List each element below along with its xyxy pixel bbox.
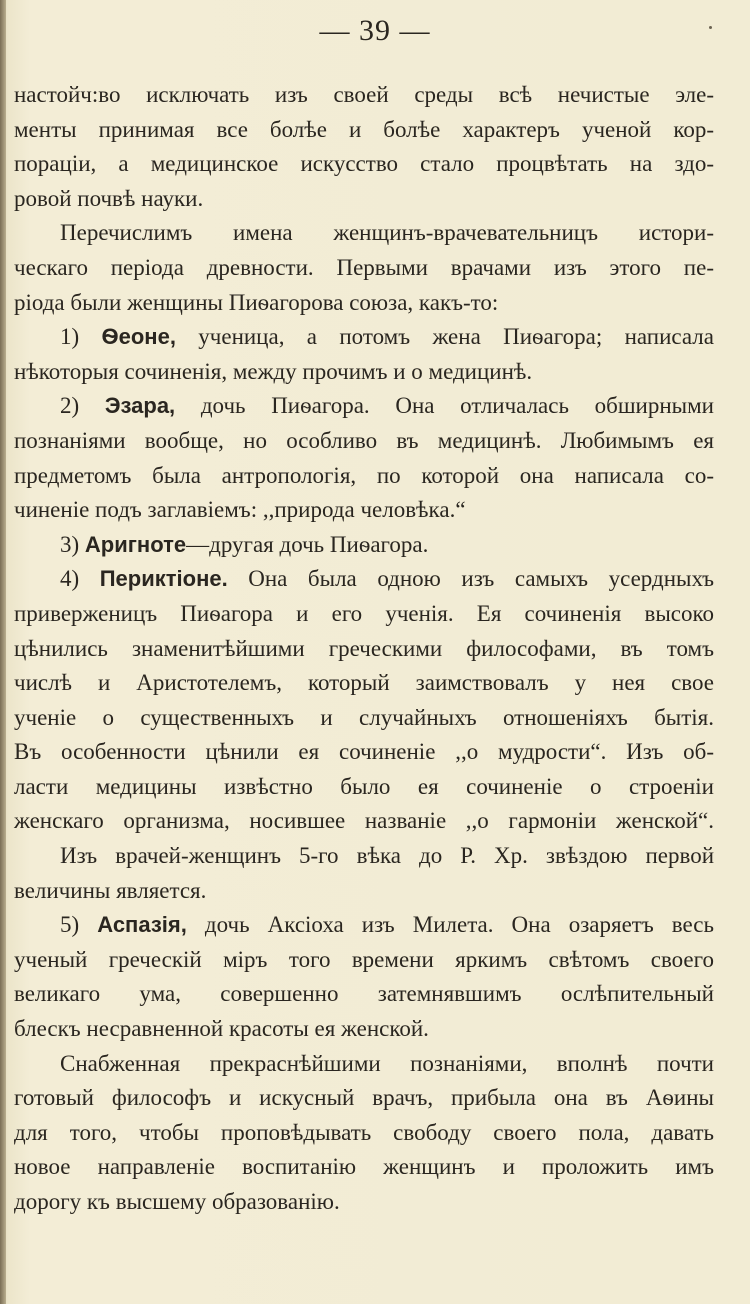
line-text: цѣнились знаменитѣйшими греческими философами, въ томъ	[14, 635, 714, 661]
text-line	[14, 320, 714, 355]
line-text: предметомъ была антропологiя, по которой она написала со-	[14, 462, 714, 488]
line-text: дочь Пиѳагора. Она отличалась обширными	[175, 393, 714, 419]
line-text: женскаго организма, носившее названiе ,,о гармонiи женской“.	[14, 808, 714, 834]
line-text: познанiями вообще, но особливо въ медицинѣ. Любимымъ ея	[14, 427, 714, 453]
list-number: 5)	[60, 912, 98, 938]
text-line	[14, 839, 714, 874]
line-text: готовый философъ и искусный врачъ, прибыла она въ Аѳины	[14, 1085, 714, 1111]
text-line	[14, 562, 714, 597]
line-text: Она была одною изъ самыхъ усердныхъ	[227, 566, 714, 592]
list-number: 1)	[60, 324, 102, 350]
text-line	[14, 1047, 714, 1082]
line-text: числѣ и Аристотелемъ, который заимствовалъ у нея свое	[14, 670, 714, 696]
line-text: приверженицъ Пиѳагора и его ученiя. Ея сочиненiя высоко	[14, 600, 714, 626]
line-text: новое направленiе воспитанiю женщинъ и проложить имъ	[14, 1154, 714, 1180]
person-name: Аспазiя,	[97, 912, 187, 938]
text-line	[14, 666, 714, 701]
text-line	[14, 597, 714, 632]
line-text: настойч:во исключать изъ своей среды всѣ нечистые эле-	[14, 82, 714, 107]
text-line	[14, 874, 714, 909]
text-line	[14, 216, 714, 251]
text-line	[14, 182, 714, 217]
list-number: 4)	[60, 566, 100, 592]
line-text: ровой почвѣ науки.	[14, 185, 204, 211]
text-line	[14, 528, 714, 563]
page-number: — 39 —	[319, 14, 431, 47]
line-text: рiода были женщины Пиѳагорова союза, какъ-то:	[14, 289, 499, 315]
text-line	[14, 701, 714, 736]
line-text: Снабженная прекраснѣйшими познанiями, вполнѣ почти	[60, 1050, 714, 1076]
text-line	[14, 1150, 714, 1185]
line-text: блескъ несравненной красоты ея женской.	[14, 1016, 429, 1042]
person-name: Периктiоне.	[99, 566, 228, 592]
speck	[709, 26, 712, 29]
text-line	[14, 78, 714, 113]
text-line	[14, 1012, 714, 1047]
text-line	[14, 459, 714, 494]
line-text: для того, чтобы проповѣдывать свободу своего пола, давать	[14, 1119, 714, 1145]
line-text: дорогу къ высшему образованiю.	[14, 1189, 340, 1214]
text-line	[14, 113, 714, 148]
list-number: 3)	[60, 531, 85, 557]
text-line	[14, 493, 714, 528]
line-text: Перечислимъ имена женщинъ-врачевательницъ истори-	[60, 220, 714, 246]
line-text: нѣкоторыя сочиненiя, между прочимъ и о медицинѣ.	[14, 358, 533, 384]
text-line	[14, 286, 714, 321]
text-line	[14, 424, 714, 459]
line-text: Въ особенности цѣнили ея сочиненiе ,,о мудрости“. Изъ об-	[14, 739, 714, 765]
text-line	[14, 1116, 714, 1151]
text-line	[14, 908, 714, 943]
text-line	[14, 632, 714, 667]
person-name: Эзара,	[104, 393, 176, 419]
text-line	[14, 1185, 714, 1220]
line-text: ученiе о существенныхъ и случайныхъ отношенiяхъ бытiя.	[14, 704, 714, 730]
text-line	[14, 389, 714, 424]
line-text: великаго ума, совершенно затемнявшимъ ослѣпительный	[14, 981, 714, 1007]
text-line	[14, 943, 714, 978]
line-text: ласти медицины извѣстно было ея сочиненiе о строенiи	[14, 773, 714, 799]
line-text: Изъ врачей-женщинъ 5-го вѣка до Р. Хр. звѣздою первой	[60, 843, 714, 869]
line-text: менты принимая все болѣе и болѣе характеръ ученой кор-	[14, 116, 714, 142]
text-line	[14, 977, 714, 1012]
line-text: дочь Аксiоха изъ Милета. Она озаряетъ весь	[186, 912, 714, 938]
line-text: ческаго перiода древности. Первыми врачами изъ этого пе-	[14, 254, 714, 280]
line-text: величины является.	[14, 877, 207, 903]
person-name: Ѳеоне,	[101, 324, 176, 350]
line-text: чиненiе подъ заглавiемъ: ,,природа человѣка.“	[14, 497, 466, 523]
text-line	[14, 735, 714, 770]
text-line	[14, 147, 714, 182]
text-line	[14, 770, 714, 805]
text-line	[14, 1081, 714, 1116]
line-text: порацiи, а медицинское искусство стало процвѣтать на здо-	[14, 151, 714, 177]
body-text	[14, 78, 714, 1220]
page-binding-edge	[0, 0, 6, 1304]
line-text: —другая дочь Пиѳагора.	[186, 531, 429, 557]
list-number: 2)	[60, 393, 105, 419]
line-text: ученый греческiй мiръ того времени яркимъ свѣтомъ своего	[14, 946, 714, 972]
line-text: ученица, а потомъ жена Пиѳагора; написала	[175, 324, 714, 350]
text-line	[14, 804, 714, 839]
person-name: Аригноте	[84, 531, 187, 557]
text-line	[14, 251, 714, 286]
text-line	[14, 355, 714, 390]
